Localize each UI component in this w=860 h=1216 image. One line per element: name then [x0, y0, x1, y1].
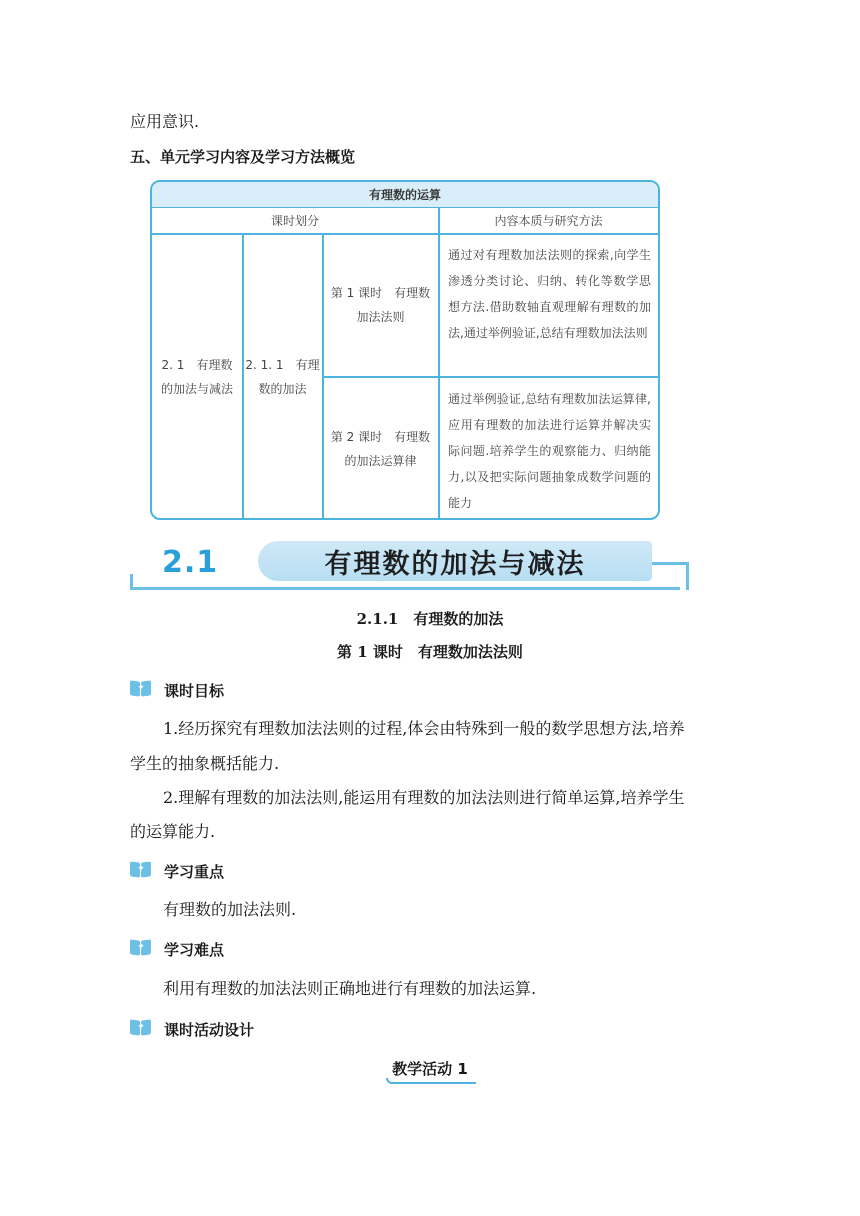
intro-tail-text: 应用意识. [130, 112, 200, 131]
table-lesson-name-line: 加法法则 [356, 310, 405, 324]
table-lesson-desc: 通过举例验证,总结有理数加法运算律,应用有理数的加法进行运算并解决实际问题.培养学生的观察能力、归纳能力,以及把实际问题抽象成数学问题的能力 [448, 392, 651, 510]
table-subsection-cell [243, 234, 322, 520]
goals-heading [130, 679, 224, 701]
goal-1-line-1: 1.经历探究有理数加法法则的过程,体会由特殊到一般的数学思想方法,培养 [163, 719, 685, 738]
key-points-heading [130, 860, 224, 882]
table-header-right: 内容本质与研究方法 [494, 214, 603, 228]
table-subsection-line: 2. 1. 1 有理 [245, 358, 320, 372]
subsection-title: 2.1.1 有理数的加法 [356, 610, 504, 628]
table-section-line: 的加法与减法 [160, 382, 233, 396]
section5-heading: 五、单元学习内容及学习方法概览 [130, 148, 356, 166]
book-icon: ✦ [130, 1020, 152, 1038]
difficulties-heading-label: 学习难点 [164, 940, 225, 959]
table-title: 有理数的运算 [152, 182, 658, 208]
table-lesson-name [323, 378, 438, 520]
table-header-left: 课时划分 [270, 214, 319, 228]
activity-tag [384, 1058, 476, 1084]
table-section-line: 2. 1 有理数 [161, 358, 233, 372]
banner-title: 有理数的加法与减法 [324, 548, 586, 580]
table-lesson-desc: 通过对有理数加法法则的探索,向学生渗透分类讨论、归纳、转化等数学思想方法.借助数轴直观理解有理数的加法,通过举例验证,总结有理数加法法则 [448, 248, 651, 340]
lesson-title: 第 1 课时 有理数加法法则 [337, 643, 523, 661]
overview-table [150, 180, 660, 520]
key-points-text: 有理数的加法法则. [163, 900, 297, 919]
goals-heading-label: 课时目标 [164, 681, 225, 700]
key-points-heading-label: 学习重点 [164, 862, 225, 881]
banner-frame [686, 562, 689, 590]
book-icon: ✦ [130, 862, 152, 880]
book-icon: ✦ [130, 940, 152, 958]
banner-frame [130, 587, 680, 590]
table-lesson-name-line: 第 1 课时 有理数 [330, 286, 431, 300]
table-lesson-name-line: 第 2 课时 有理数 [330, 430, 431, 444]
table-lesson-name-line: 的加法运算律 [344, 454, 417, 468]
activity-design-heading [130, 1018, 254, 1040]
table-section-cell [152, 234, 242, 520]
difficulties-heading [130, 938, 224, 960]
table-lesson-name [323, 234, 438, 376]
activity-tag-label: 教学活动 1 [392, 1060, 468, 1078]
table-subsection-line: 数的加法 [258, 382, 307, 396]
goal-1-line-2: 学生的抽象概括能力. [130, 754, 280, 773]
goal-2-line-1: 2.理解有理数的加法法则,能运用有理数的加法法则进行简单运算,培养学生 [163, 788, 685, 807]
goal-2-line-2: 的运算能力. [130, 822, 216, 841]
banner-frame [650, 562, 689, 565]
activity-design-heading-label: 课时活动设计 [164, 1020, 255, 1039]
activity-tag-underline [386, 1078, 476, 1084]
book-icon: ✦ [130, 681, 152, 699]
banner-section-number: 2.1 [162, 545, 219, 580]
difficulties-text: 利用有理数的加法法则正确地进行有理数的加法运算. [163, 979, 537, 998]
